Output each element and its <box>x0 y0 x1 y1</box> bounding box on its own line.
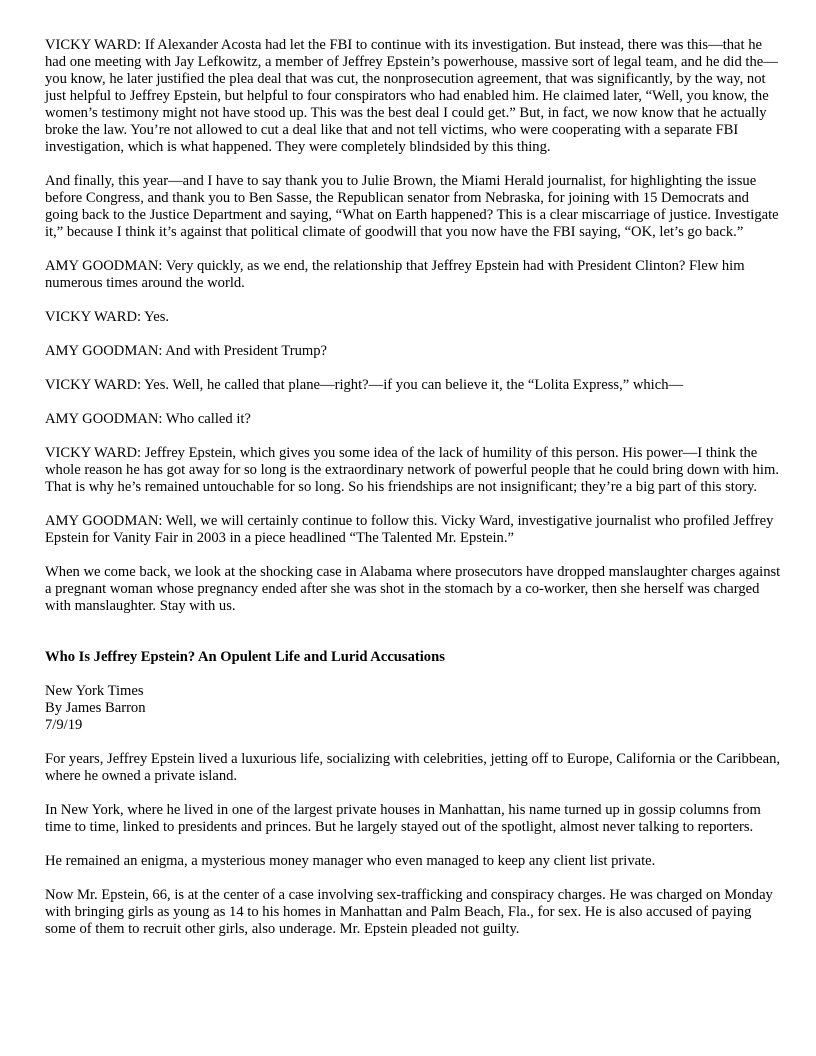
article-paragraph: For years, Jeffrey Epstein lived a luxurious life, socializing with celebrities, jetting off to Europe, California or the Caribbean, where he owned a private island. <box>45 751 781 784</box>
article-source: New York Times <box>45 683 144 699</box>
article-paragraph: He remained an enigma, a mysterious money manager who even managed to keep any client list private. <box>45 853 656 869</box>
transcript-paragraph: VICKY WARD: Jeffrey Epstein, which gives you some idea of the lack of humility of this person. His power—I think the whole reason he has got away for so long is the extraordinary network of powerful people that he could bring down with him. That is why he’s remained untouchable for so long. So his friendships are not insignificant; they’re a big part of this story. <box>45 445 779 495</box>
transcript-paragraph: VICKY WARD: If Alexander Acosta had let the FBI to continue with its investigation. But instead, there was this—that he had one meeting with Jay Lefkowitz, a member of Jeffrey Epstein’s powerhouse, massive sort of legal team, and he did the—you know, he later justified the plea deal that was cut, the nonprosecution agreement, that was significantly, by the way, not just helpful to Jeffrey Epstein, but helpful to four conspirators who had enabled him. He claimed later, “Well, you know, the women’s testimony might not have stood up. This was the best deal I could get.” But, in fact, we now know that he actually broke the law. You’re not allowed to cut a deal like that and not tell victims, who were cooperating with a separate FBI investigation, which is what happened. They were completely blindsided by this thing. <box>45 37 778 155</box>
transcript-paragraph: AMY GOODMAN: And with President Trump? <box>45 343 328 359</box>
article-paragraph: Now Mr. Epstein, 66, is at the center of a case involving sex-trafficking and conspiracy charges. He was charged on Monday with bringing girls as young as 14 to his homes in Manhattan and Palm Beach, Fla., for sex. He is also accused of paying some of them to recruit other girls, also underage. Mr. Epstein pleaded not guilty. <box>45 887 773 937</box>
transcript-paragraph: AMY GOODMAN: Well, we will certainly continue to follow this. Vicky Ward, investigative journalist who profiled Jeffrey Epstein for Vanity Fair in 2003 in a piece headlined “The Talented Mr. Epstein.” <box>45 513 774 546</box>
transcript-paragraph: And finally, this year—and I have to say thank you to Julie Brown, the Miami Herald journalist, for highlighting the issue before Congress, and thank you to Ben Sasse, the Republican senator from Nebraska, for joining with 15 Democrats and going back to the Justice Department and saying, “What on Earth happened? This is a clear miscarriage of justice. Investigate it,” because I think it’s against that political climate of goodwill that you now have the FBI saying, “OK, let’s go back.” <box>45 173 779 240</box>
transcript-paragraph: When we come back, we look at the shocking case in Alabama where prosecutors have dropped manslaughter charges against a pregnant woman whose pregnancy ended after she was shot in the stomach by a co-worker, then she herself was charged with manslaughter. Stay with us. <box>45 564 781 614</box>
transcript-paragraph: AMY GOODMAN: Who called it? <box>45 411 251 427</box>
transcript-paragraph: VICKY WARD: Yes. Well, he called that plane—right?—if you can believe it, the “Lolita Express,” which— <box>45 377 684 393</box>
document-page <box>45 37 781 955</box>
article-date: 7/9/19 <box>45 717 83 733</box>
article-meta <box>45 683 781 734</box>
article-headline: Who Is Jeffrey Epstein? An Opulent Life and Lurid Accusations <box>45 649 445 665</box>
transcript-paragraph: AMY GOODMAN: Very quickly, as we end, the relationship that Jeffrey Epstein had with President Clinton? Flew him numerous times around the world. <box>45 258 745 291</box>
article-byline: By James Barron <box>45 700 146 716</box>
article-paragraph: In New York, where he lived in one of the largest private houses in Manhattan, his name turned up in gossip columns from time to time, linked to presidents and princes. But he largely stayed out of the spotlight, almost never talking to reporters. <box>45 802 761 835</box>
transcript-paragraph: VICKY WARD: Yes. <box>45 309 170 325</box>
